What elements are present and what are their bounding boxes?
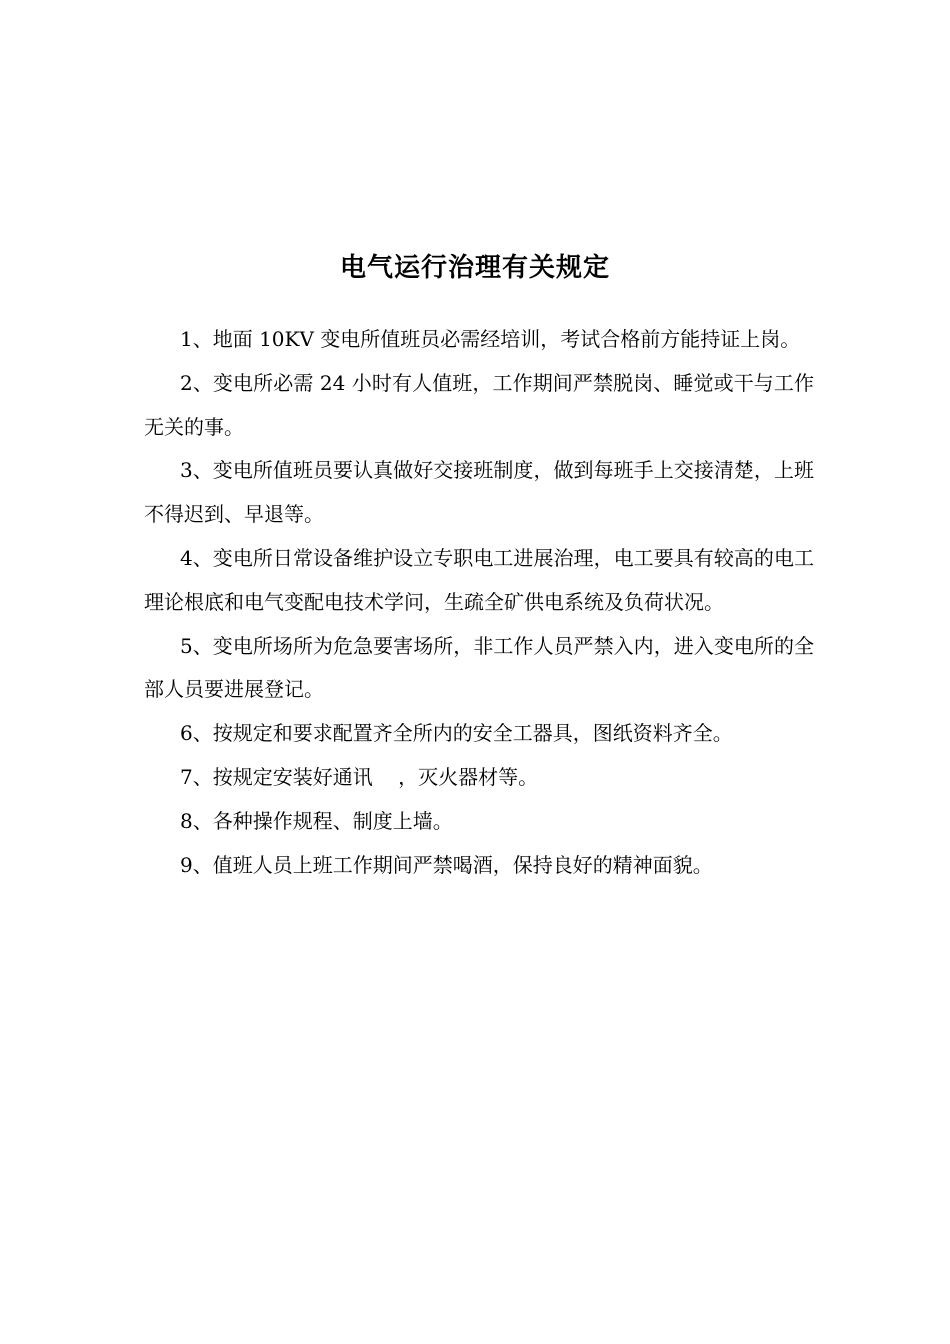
document-title: 电气运行治理有关规定: [339, 253, 610, 283]
clause-5: 5、变电所场所为危急要害场所，非工作人员严禁入内，进入变电所的全部人员要进展登记。: [144, 633, 814, 702]
regulation-body: [144, 318, 814, 887]
clause-4: 4、变电所日常设备维护设立专职电工进展治理，电工要具有较高的电工理论根底和电气变配电技术学问，生疏全矿供电系统及负荷状况。: [144, 545, 814, 614]
clause-7: 7、按规定安装好通讯 ，灭火器材等。: [180, 764, 539, 789]
clause-6: 6、按规定和要求配置齐全所内的安全工器具，图纸资料齐全。: [180, 721, 733, 746]
clause-9: 9、值班人员上班工作期间严禁喝酒，保持良好的精神面貌。: [180, 852, 713, 877]
clause-8: 8、各种操作规程、制度上墙。: [180, 808, 453, 833]
clause-2: 2、变电所必需 24 小时有人值班，工作期间严禁脱岗、睡觉或干与工作无关的事。: [144, 370, 814, 439]
clause-1: 1、地面 10KV 变电所值班员必需经培训，考试合格前方能持证上岗。: [180, 327, 801, 351]
clause-3: 3、变电所值班员要认真做好交接班制度，做到每班手上交接清楚，上班不得迟到、早退等。: [144, 458, 814, 527]
